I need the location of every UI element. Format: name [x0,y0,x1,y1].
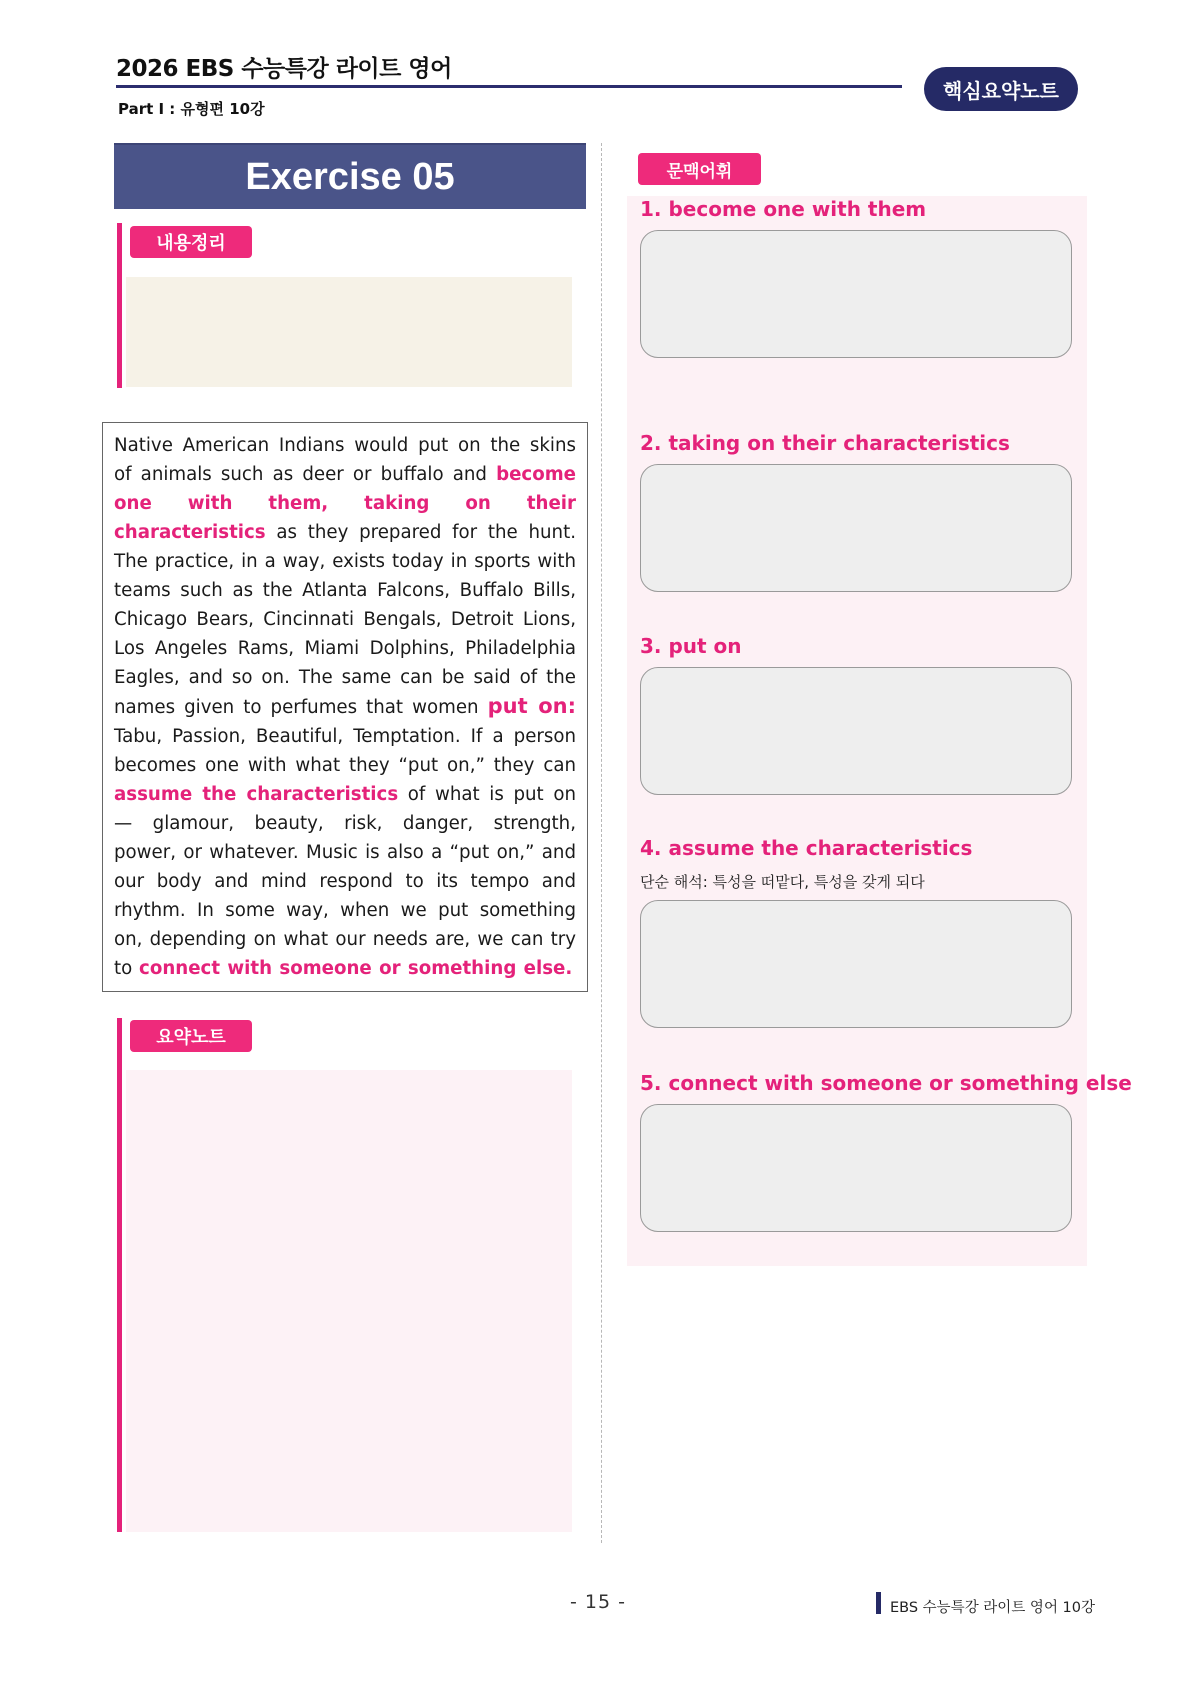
vocab-item-2-title: 2. taking on their characteristics [640,431,1010,455]
passage-box [102,422,588,992]
vocab-item-3-answer-box[interactable] [640,667,1072,795]
vocab-item-4-title: 4. assume the characteristics [640,836,973,860]
vocab-item-5-answer-box[interactable] [640,1104,1072,1232]
content-summary-box[interactable] [126,277,572,387]
passage-text [114,431,576,983]
passage-segment: as they prepared for the hunt. The practice, in a way, exists today in sports with teams such as the Atlanta Falcons, Buffalo Bills, Chicago Bears, Cincinnati Bengals, Detroit Lions, Los Angeles Rams, Miami Dolphins, Philadelphia Eagles, and so on. The same can be said of the names given to perfumes that women [114,522,576,718]
vocab-item-3-title: 3. put on [640,634,742,658]
page-number: - 15 - [570,1591,626,1613]
passage-segment: Tabu, Passion, Beautiful, Temptation. If a person becomes one with what they “put on,” they can [114,726,576,776]
summary-notes-label: 요약노트 [130,1020,252,1052]
passage-segment: of what is put on — glamour, beauty, risk, danger, strength, power, or whatever. Music is also a “put on,” and our body and mind respond to its tempo and rhythm. In some way, when we put something on, depending on what our needs are, we can try to [114,784,576,979]
exercise-banner: Exercise 05 [114,143,586,209]
highlight-connect: connect with someone or something else. [139,958,573,979]
column-divider [601,143,602,1543]
highlight-assume: assume the characteristics [114,784,399,805]
document-title: 2026 EBS 수능특강 라이트 영어 [116,56,452,82]
summary-notes-bar [117,1018,122,1532]
highlight-become-one: become one with them, taking on their characteristics [114,464,576,543]
vocab-item-1-title: 1. become one with them [640,197,927,221]
vocab-item-4-answer-box[interactable] [640,900,1072,1028]
vocab-item-1-answer-box[interactable] [640,230,1072,358]
document-subtitle: Part Ⅰ : 유형편 10강 [118,100,265,118]
vocab-item-2-answer-box[interactable] [640,464,1072,592]
vocab-item-4-note: 단순 해석: 특성을 떠맡다, 특성을 갖게 되다 [640,873,925,891]
header-divider [116,85,902,88]
footer-marker [876,1592,881,1614]
passage-segment: Native American Indians would put on the skins of animals such as deer or buffalo and [114,435,576,485]
footer-text: EBS 수능특강 라이트 영어 10강 [890,1600,1096,1616]
vocab-item-5-title: 5. connect with someone or something else [640,1071,1132,1095]
highlight-put-on: put on: [487,694,576,718]
header-badge: 핵심요약노트 [924,67,1078,111]
content-summary-label: 내용정리 [130,226,252,258]
vocab-label: 문맥어휘 [638,153,761,185]
content-summary-bar [117,223,122,388]
summary-notes-box[interactable] [126,1070,572,1532]
